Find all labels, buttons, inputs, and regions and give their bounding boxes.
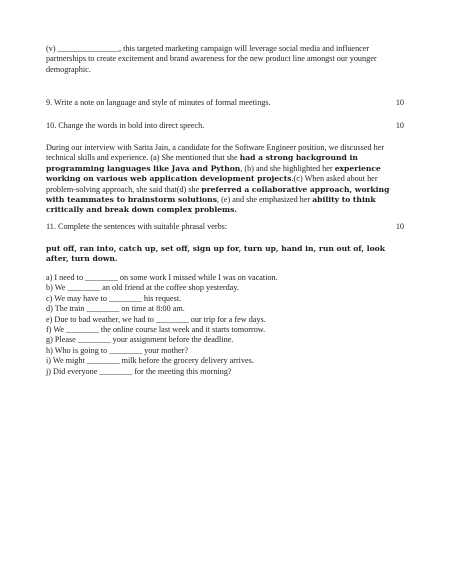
sentence-a: a) I need to ________ on some work I missed while I was on vacation. — [46, 273, 278, 282]
sentence-c: c) We may have to ________ his request. — [46, 293, 182, 303]
sentence-list — [46, 273, 404, 377]
sentence-b: b) We ________ an old friend at the coffee shop yesterday. — [46, 283, 239, 293]
sentence-d: d) The train ________ on time at 8:00 am. — [46, 304, 185, 314]
sentence-j: j) Did everyone ________ for the meeting this morning? — [46, 366, 232, 376]
sentence-h: h) Who is going to ________ your mother? — [46, 345, 188, 355]
phrasal-verb-list: put off, ran into, catch up, set off, sign up for, turn up, hand in, run out of, look after, turn down. — [46, 244, 385, 264]
sentence-f: f) We ________ the online course last week and it starts tomorrow. — [46, 325, 266, 335]
item-v-paragraph: (v) _______________, this targeted marketing campaign will leverage social media and influencer partnerships to create excitement and brand awareness for the new product line amongst our younger demographic. — [46, 44, 377, 74]
interview-paragraph: During our interview with Sarita Jain, a candidate for the Software Engineer position, we discussed her technical skills and experience. (a) She mentioned that she had a strong background in programming languages like Java and Python, (b) and she highlighted her experience working on various web application development projects.(c) When asked about her problem-solving approach, she said that(d) she preferred a collaborative approach, working with teammates to brainstorm solutions, (e) and she emphasized her ability to think critically and break down complex problems. — [46, 143, 390, 215]
question-9: 9. Write a note on language and style of minutes of formal meetings. 10 — [46, 98, 404, 107]
question-10: 10. Change the words in bold into direct speech. 10 — [46, 121, 404, 130]
sentence-g: g) Please ________ your assignment before the deadline. — [46, 335, 234, 345]
sentence-i: i) We might ________ milk before the grocery delivery arrives. — [46, 356, 254, 366]
question-11-marks: 10 — [395, 222, 404, 231]
question-9-marks: 10 — [395, 98, 404, 107]
sentence-e: e) Due to bad weather, we had to ________ our trip for a few days. — [46, 314, 266, 324]
question-11: 11. Complete the sentences with suitable phrasal verbs: 10 — [46, 222, 404, 231]
question-10-marks: 10 — [395, 121, 404, 130]
